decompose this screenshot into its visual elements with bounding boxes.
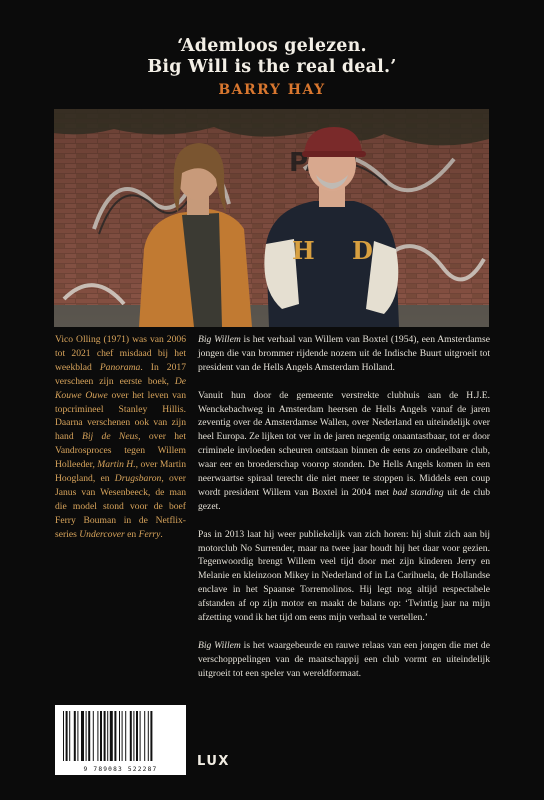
blurb-book-title: Big Willem	[198, 334, 241, 345]
bio-title-panorama: Panorama	[99, 361, 141, 373]
quote-author: BARRY HAY	[218, 82, 326, 98]
bio-title-undercover: Undercover	[79, 528, 125, 540]
cover-photo-image	[54, 109, 489, 327]
bio-text-7: en	[124, 528, 139, 540]
bio-text-3: over het leven van topcrimineel Stanley Hillis. Daarna verschenen ook van zijn hand	[55, 389, 186, 443]
bio-text-2: . In 2017 verscheen zijn eerste boek,	[55, 361, 186, 387]
svg-text:H: H	[292, 236, 315, 265]
bio-text-8: .	[160, 528, 163, 540]
blurb-paragraph-2-end: uit de club gezet.	[198, 486, 490, 512]
bio-text-5: , over Martin Hoogland, en	[55, 459, 187, 485]
isbn-barcode	[55, 705, 186, 775]
quote-line-2: Big Will is the real deal.’	[147, 57, 397, 77]
bio-title-ferry: Ferry	[138, 528, 161, 540]
bio-text-6: , over Janus van Wesenbeeck, de man die model stond voor de boef Ferry Bouman in de Netflix-series	[55, 473, 187, 540]
bio-title-drugsbaron: Drugsbaron	[114, 473, 162, 485]
bio-title-martin-h: Martin H.	[97, 459, 136, 471]
blurb-book-title-2: Big Willem	[198, 639, 241, 651]
blurb-paragraph-1-text: is het verhaal van Willem van Boxtel (1954), een Amsterdamse jongen die van brommer rijdende nozem uit de Indische Buurt uitgroeit tot president van de Hells Angels Amsterdam Holland.	[198, 334, 491, 373]
bio-title-kouwe-ouwe: De Kouwe Ouwe	[55, 375, 186, 401]
barcode-digits: 9 789083 522287	[83, 766, 158, 773]
quote-line-1: ‘Ademloos gelezen.	[177, 36, 367, 56]
blurb-paragraph-2-text: Vanuit hun door de gemeente verstrekte clubhuis aan de H.J.E. Wenckebachweg in Amsterdam heersen de Hells Angels vanaf de jaren zeventig over de Amsterdamse Wallen, over Nederland en uiteindelijk over heel Europa. Ze lijken tot ver in de jaren negentig onaantastbaar, tot er door criminele invloeden scheuren ontstaan binnen de eens zo ondeelbare club, waar eer en broederschap voorop stonden. De Hells Angels komen in een neerwaartse spiraal terecht die niet meer te stoppen is. Middels een coup wordt president Willem van Boxtel in 2004 met	[198, 389, 490, 498]
bio-title-bij-de-neus: Bij de Neus	[82, 431, 139, 443]
blurb-paragraph-1	[198, 333, 490, 375]
blurb-paragraph-2	[198, 389, 490, 514]
blurb-paragraph-4	[198, 639, 490, 681]
blurb-paragraph-3: Pas in 2013 laat hij weer publiekelijk van zich horen: hij sluit zich aan bij motorclub No Surrender, maar na twee jaar houdt hij het daar voor gezien. Tegenwoordig brengt Willem veel tijd door met zijn kinderen Jerry en Melanie en kleinzoon Mikey in Nederland of in La Carihuela, de Hollandse enclave in het Spaanse Torremolinos. Hij legt nog altijd respectabele afstanden af op zijn motor en maakt de balans op: ‘Twintig jaar na mijn afzetting vond ik het tijd om eens mijn verhaal te vertellen.’	[198, 528, 490, 624]
bio-text-1: Vico Olling (1971) was van 2006 tot 2021 chef misdaad bij het weekblad	[55, 334, 186, 373]
blurb-paragraph-4-text: is het waargebeurde en rauwe relaas van een jongen die met de verschopppelingen van de maatschappij een club vormt en uiteindelijk uitgroeit tot een speler van wereldformaat.	[198, 639, 490, 679]
svg-text:D: D	[352, 236, 373, 265]
bio-text-4: , over het Vandrosproces tegen Willem Holleeder,	[55, 431, 186, 471]
blurb-bad-standing: bad standing	[392, 486, 444, 498]
barcode-icon	[55, 705, 186, 765]
book-blurb	[198, 333, 490, 681]
cover-photo	[54, 109, 489, 327]
publisher-logo: LUX	[197, 754, 230, 769]
author-bio	[55, 333, 186, 542]
quote-text	[0, 36, 544, 78]
